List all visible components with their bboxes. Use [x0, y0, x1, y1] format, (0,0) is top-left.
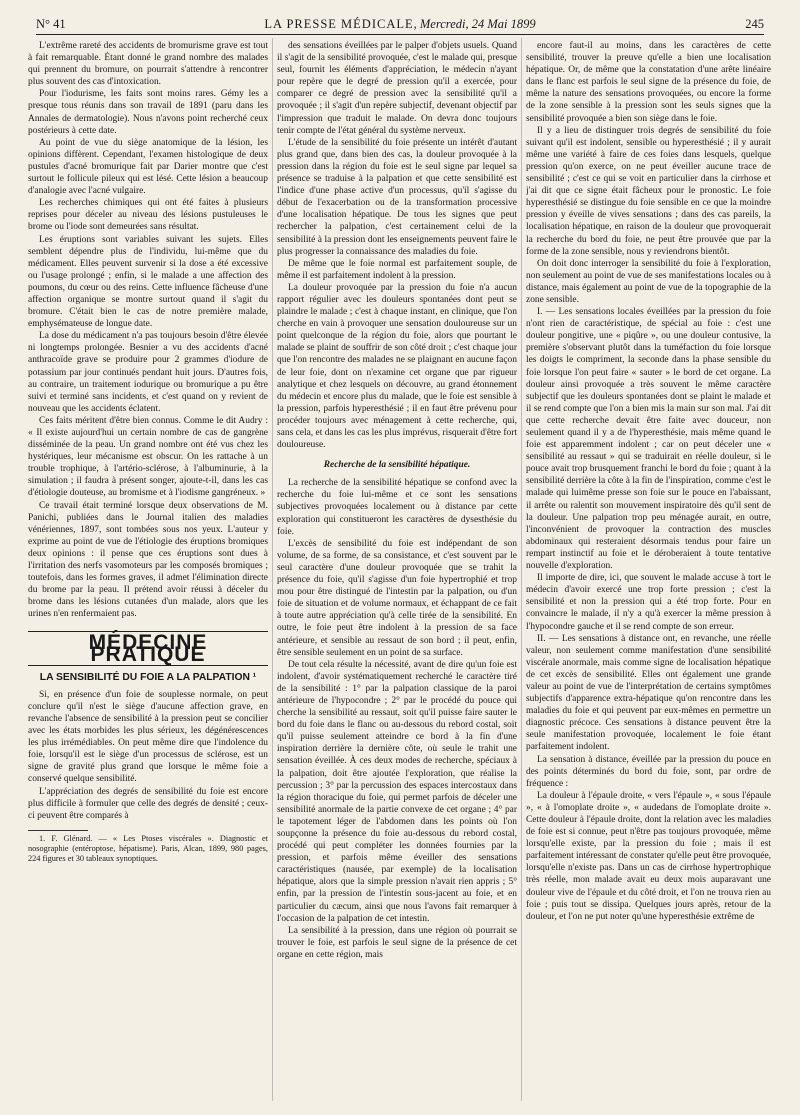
- paragraph: L'appréciation des degrés de sensibilité du foie est encore plus difficile à formuler que celle des degrés de densité ; ceux-ci peuvent être comparés à: [28, 786, 268, 821]
- paragraph: De tout cela résulte la nécessité, avant de dire qu'un foie est indolent, d'avoir systématiquement recherché le caractère tiré de la sensibilité : 1° par la palpation classique de la paroi antérieure de l'hypocondre ; 2° par le procédé du pouce qui cherche la sensibilité au ressaut, soit qu'il puisse faire sauter le bord du foie dans le flanc ou au-dessous du rebord costal, soit qu'il puisse seulement atteindre ce bord à la fin d'une inspiration derrière la dernière côte, où seule le trahit une sensation éveillée. À ces deux modes de recherche, spéciaux à la palpation, doit être ajoutée l'exploration, que réalise la percussion ; 3° par la percussion des espaces intercostaux dans la région thoracique du foie, qui permet parfois de déceler une sensibilité anormale de la partie convexe de cet organe ; 4° par le tapotement léger de l'abdomen dans les points où l'on soupçonne la présence du foie au-dessous du rebord costal, procédé qui peut compléter les données fournies par la pression, et parfois même éveiller des sensations caractéristiques (nausée, par exemple) de la localisation hépatique, alors que la simple pression n'avait rien appris ; 5° enfin, par la pression de l'intestin sous-jacent au foie, et en particulier du cæcum, ainsi que nous l'avons fait remarquer à l'occasion de la palpation de cet intestin.: [277, 659, 517, 924]
- paragraph: De même que le foie normal est parfaitement souple, de même il est parfaitement indolent à la pression.: [277, 258, 517, 281]
- paragraph: La dose du médicament n'a pas toujours besoin d'être élevée ni longtemps prolongée. Besnier a vu des accidents d'acné anthracoïde grave se produire pour 2 grammes d'iodure de potassium par jour continués pendant huit jours. D'autres fois, au contraire, un traitement iodurique ou bromurique a pu être suivi et terminé sans incidents, et c'est quand on y revient de nouveau que les accidents éclatent.: [28, 331, 268, 414]
- paragraph: Si, en présence d'un foie de souplesse normale, on peut conclure qu'il n'est le siège d'aucune affection grave, en revanche l'absence de sensibilité à la pression peut se concilier avec les états morbides les plus sérieux, les dégénérescences les plus irrémédiables. On peut même dire que l'indolence du foie, lorsqu'il est le siège d'un processus de sclérose, est un signe de gravité plus grand que lorsque le même foie a conservé quelque sensibilité.: [28, 689, 268, 785]
- paragraph: II. — Les sensations à distance ont, en revanche, une réelle valeur, non seulement comme manifestation d'une sensibilité viscérale anormale, mais comme signe de localisation hépatique de cet excès de sensibilité. Elles ont également une grande valeur au point de vue de l'interprétation de certains symptômes subjectifs d'apparence extra-hépatique qu'on rencontre dans les maladies du foie et qui peuvent par eux-mêmes en permettre un diagnostic précoce. Ces sensations à distance peuvent être la seule manifestation provoquée, localement le foie étant parfaitement indolent.: [526, 633, 771, 753]
- paragraph: L'extrême rareté des accidents de bromurisme grave est tout à fait remarquable. Étant donné le grand nombre des malades qui prennent du bromure, on pourrait s'attendre à rencontrer plus souvent des cas d'intoxication.: [28, 41, 268, 88]
- column-left: [28, 40, 268, 864]
- paragraph: La sensibilité à la pression, dans une région où pourrait se trouver le foie, est parfois le seul signe de la présence de cet organe en cette région, mais: [277, 925, 517, 960]
- page-header: [36, 14, 764, 34]
- paragraph: des sensations éveillées par le palper d'objets usuels. Quand il s'agit de la sensibilité provoquée, c'est le malade qui, presque seul, fournit les éléments d'appréciation, le médecin n'ayant pour repère que le degré de pression qu'il a exercée, pour comparer ce degré de pression avec la sensibilité qu'il a provoquée ; il s'agit d'un repère subjectif, devenant objectif par l'impression que traduit le malade. On devra donc toujours tenir compte de l'état général du système nerveux.: [277, 41, 517, 136]
- paragraph: Pour l'iodurisme, les faits sont moins rares. Gémy les a presque tous réunis dans son travail de 1891 (paru dans les Annales de dermatologie). Nous n'avons point recherché ceux postérieurs à cette date.: [28, 89, 268, 136]
- paragraph: L'excès de sensibilité du foie est indépendant de son volume, de sa forme, de sa consistance, et c'est souvent par le seul caractère d'une douleur provoquée que se trahit la présence du foie, qu'il s'agisse d'un foie hypertrophié et trop mou pour être distingué de l'intestin par la palpation, ou d'un foie de situation et de volume normaux, et échappant de ce fait à toute autre appréciation qu'à celle tirée de la sensibilité. En outre, le foie peut être indolent à la pression de sa face antérieure, et sensible au ressaut de son bord ; il peut, enfin, être sensible seulement en un point de sa surface.: [277, 538, 517, 658]
- paragraph: La sensation à distance, éveillée par la pression du pouce en des points déterminés du bord du foie, sont, par ordre de fréquence :: [526, 754, 771, 789]
- column-right: [526, 40, 771, 923]
- paragraph: encore faut-il au moins, dans les caractères de cette sensibilité, trouver la preuve qu'elle a bien une localisation hépatique. Or, de même que la constatation d'une arête linéaire dans le flanc est parfois le seul signe de la présence du foie, de même la nature des sensations provoquées, ou encore la forme de la zone sensible à la pression sont les seuls signes que la sensibilité provoquée a bien son siège dans le foie.: [526, 41, 771, 124]
- paragraph: Les recherches chimiques qui ont été faites à plusieurs reprises pour déceler au niveau des lésions pustuleuses le brome ou l'iode sont demeurées sans résultat.: [28, 198, 268, 233]
- paragraph: La douleur à l'épaule droite, « vers l'épaule », « sous l'épaule », « à l'omoplate droite », « audedans de l'omoplate droite ». Cette douleur à l'épaule droite, dont la relation avec les maladies de foie est si connue, peut n'être pas toujours provoquée, même lorsqu'elle existe, par la pression du foie ; mais il est parfaitement intéressant de constater qu'elle peut être provoquée, lorsqu'elle n'existe pas. Dans un cas de cirrhose hypertrophique très réelle, mon malade avait eu deux mois auparavant une douleur vive de l'épaule et du côté droit, et l'on ne trouva rien au foie ; puis tout se dissipa. Quelques jours après, retour de la douleur, et l'on ne put noter qu'une hyperesthésie extrême de: [526, 790, 771, 922]
- journal-masthead: [36, 17, 764, 32]
- subheading: Recherche de la sensibilité hépatique.: [323, 460, 471, 471]
- section-title: MÉDECINE PRATIQUE: [28, 631, 268, 666]
- paragraph: L'étude de la sensibilité du foie présente un intérêt d'autant plus grand que, dans bien des cas, la douleur provoquée à la pression dans la région du foie est le seul signe par lequel sa présence se traduise à la palpation et que cette sensibilité est l'indice d'une phase active d'un processus, qu'il s'agisse du début de l'exacerbation ou de la transformation processive d'une localisation hépatique. De tous les signes que peut rechercher la palpation, c'est certainement celui de la sensibilité à la pression dont les enseignements peuvent faire le plus progresser la connaissance des maladies du foie.: [277, 137, 517, 257]
- column-middle: [277, 40, 517, 961]
- column-divider: [521, 38, 522, 1101]
- paragraph: Ce travail était terminé lorsque deux observations de M. Panichi, publiées dans le Journal italien des maladies vénériennes, 1897, sont tombées sous nos yeux. L'auteur y exprime au point de vue de l'étiologie des éruptions bromiques deux opinions : il pense que ces éruptions sont dues à l'irritation des nerfs vasomoteurs par les composés bromiques ; toutefois, dans les formes graves, il admet l'élimination directe du brome par la peau. Il prétend avoir réussi à déceler du brome dans les lésions cutanées d'un malade, alors que les urines n'en renfermaient pas.: [28, 500, 268, 620]
- paragraph: La recherche de la sensibilité hépatique se confond avec la recherche du foie lui-même et ce sont les sensations subjectives provoquées localement ou à distance par cette exploration qui constitueront les caractères de dysesthésie du foie.: [277, 478, 517, 537]
- footnote-rule: [28, 830, 88, 831]
- issue-number: N° 41: [36, 17, 66, 31]
- footnote: 1. F. Glénard. — « Les Ptoses viscérales ». Diagnostic et nosographie (entéroptose, hépatisme). Paris, Alcan, 1899, 980 pages, 224 figures et 30 tableaux synoptiques.: [28, 833, 268, 864]
- header-rule: [36, 34, 764, 35]
- paragraph: La douleur provoquée par la pression du foie n'a aucun rapport régulier avec les douleurs spontanées dont peut se plaindre le malade ; c'est à chaque instant, en clinique, que l'on cherche en vain à provoquer une sensation douloureuse sur un point quelconque de la région du foie, alors que pourtant le malade se plaint de souffrir de son côté droit ; c'est chaque jour que l'on rencontre des malades ne se plaignant en aucune façon de leur foie, dont on n'examine cet organe que par rigueur analytique et chez lesquels on découvre, au grand étonnement du médecin et encore plus du malade, que le foie est sensible à la pression, parfois hyperesthésié ; il en faut être prévenu pour procéder toujours avec ménagement à cette recherche, qui, sans cela, et dans les cas les plus imprévus, risquerait d'être fort douloureuse.: [277, 282, 517, 451]
- journal-title: LA PRESSE MÉDICALE: [264, 17, 414, 31]
- paragraph: On doit donc interroger la sensibilité du foie à l'exploration, non seulement au point de vue de ses manifestations locales ou à distance, mais également au point de vue de la topographie de la zone sensible.: [526, 258, 771, 305]
- paragraph: Il importe de dire, ici, que souvent le malade accuse à tort le médecin d'avoir exercé une trop forte pression ; c'est la sensibilité et non la pression qui a été trop forte. Pour en convaincre le malade, il n'y a qu'à exercer la même pression à l'hypocondre gauche et il se rend compte de son erreur.: [526, 573, 771, 632]
- paragraph: Les éruptions sont variables suivant les sujets. Elles semblent dépendre plus de l'individu, lui-même que du médicament. Elles peuvent survenir si la dose a été excessive ou l'usage prolongé ; enfin, si le malade a une affection des poumons, du cœur ou des reins. Cette influence fâcheuse d'une affection organique se montre surtout quand il s'agit du bromure. C'était bien le cas de notre première malade, emphysémateuse de longue date.: [28, 234, 268, 330]
- article-title: LA SENSIBILITÉ DU FOIE A LA PALPATION ¹: [39, 671, 257, 683]
- paragraph: Ces faits méritent d'être bien connus. Comme le dit Audry : « Il existe aujourd'hui un certain nombre de cas de gangrène disséminée de la peau. Un grand nombre ont été vus chez les hystériques, leur mécanisme est obscur. On les rattache à un trouble trophique, à l'artério-sclérose, à l'albuminurie, à la simulation ; il faudra à présent songer, ajoute-t-il, dans les cas d'étiologie douteuse, au bromisme et à l'iodisme gangréneux. »: [28, 415, 268, 499]
- paragraph: I. — Les sensations locales éveillées par la pression du foie n'ont rien de caractéristique, de spécial au foie : c'est une douleur pongitive, une « piqûre », ou une douleur contusive, la première s'observant plutôt dans la tuméfaction du foie lorsque les doigts le compriment, la seconde dans la phase sensible du foie lorsque l'on peut faire « sauter » le bord de cet organe. La douleur ainsi provoquée a très souvent le même caractère subjectif que les douleurs spontanées dont se plaint le malade et il se rend compte que l'on a bien mis la main sur son mal. J'ai dit que cette recherche devait être faite avec douceur, non seulement quand il y a de l'hyperesthésie, mais même quand le foie est apparemment indolent ; car on peut déceler une « sensibilité au ressaut » qui se traduirait en réelle douleur, si le pouce avait trop brusquement franchi le bord du foie ; quant à la sensibilité derrière la côte à la fin de l'inspiration, comme c'est le malade qui luimême presse son foie sur le pouce en l'abaissant, il arrête ou ralentit son mouvement inspiratoire dès qu'il sent de la douleur. Une palpation trop peu ménagée aurait, en outre, l'inconvénient de provoquer la contraction des muscles abdominaux qui resteraient désormais tendus pour faire un rempart instinctif au foie et le déroberaient à toute tentative nouvelle d'exploration.: [526, 307, 771, 572]
- page-number: 245: [745, 17, 764, 31]
- issue-date: , Mercredi, 24 Mai 1899: [413, 17, 536, 31]
- paragraph: Il y a lieu de distinguer trois degrés de sensibilité du foie suivant qu'il est indolent, sensible ou hyperesthésié ; il y aurait même une variété à faire de ces foies dans lesquels, quelque pression qu'on exerce, on ne peut éveiller aucune trace de sensibilité ; c'est ce qui se voit en particulier dans la cirrhose et j'ai dit que ce signe était fâcheux pour le pronostic. Le foie hyperesthésié se distingue du foie sensible en ce que la moindre pression y éveille de vives sensations ; dans des cas pareils, la localisation hépatique, en raison de la douleur que provoquerait la recherche du bord du foie, ne peut être prouvée que par la forme de la zone sensible, nous y reviendrons bientôt.: [526, 125, 771, 257]
- paragraph: Au point de vue du siège anatomique de la lésion, les opinions diffèrent. Cependant, l'examen histologique de deux pustules d'acné bromurique fait par Darier montre que c'est surtout le follicule pileux qui est lésé. Cette lésion a beaucoup d'analogie avec l'acné vulgaire.: [28, 137, 268, 197]
- column-divider: [272, 38, 273, 1101]
